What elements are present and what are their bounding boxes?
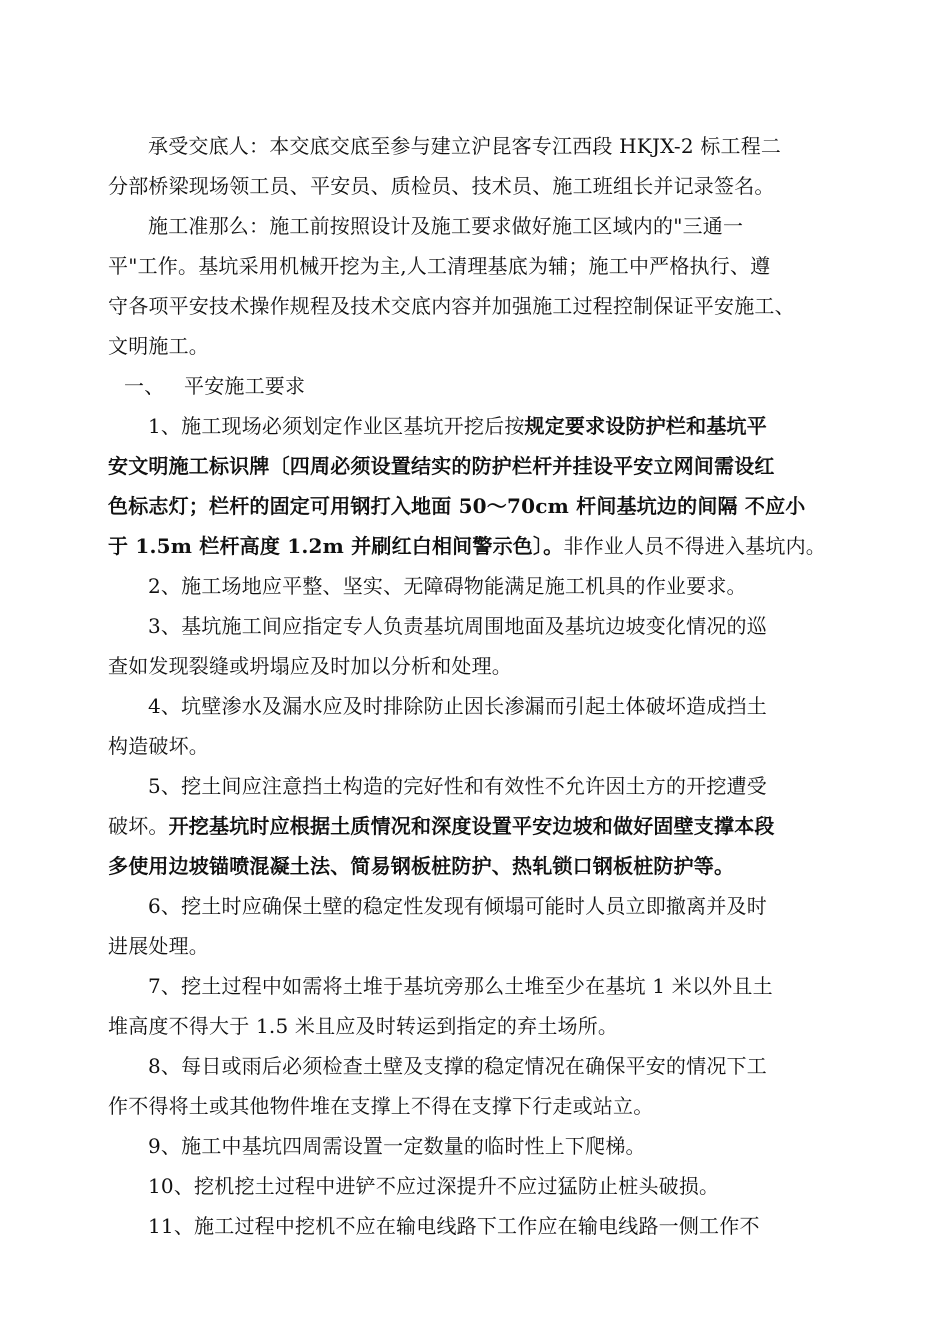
item-1-text-end: 非作业人员不得进入基坑内。 — [563, 534, 826, 558]
section-title: 平安施工要求 — [184, 374, 306, 398]
item-1-line-1 — [108, 406, 848, 446]
criteria-paragraph-line-3: 守各项平安技术操作规程及技术交底内容并加强施工过程控制保证平安施工、 — [108, 294, 795, 318]
item-1-line-2: 安文明施工标识牌〔四周必须设置结实的防护栏杆并挂设平安立网间需设红 — [108, 454, 775, 478]
item-5-line-3: 多使用边坡锚喷混凝土法、简易钢板桩防护、热轧锁口钢板桩防护等。 — [108, 854, 735, 878]
item-5-text: 破坏。 — [108, 814, 169, 838]
criteria-paragraph-line-1: 施工准那么：施工前按照设计及施工要求做好施工区域内的"三通一 — [148, 214, 744, 238]
item-4-line-1: 4、坑壁渗水及漏水应及时排除防止因长渗漏而引起土体破坏造成挡土 — [148, 694, 767, 718]
item-1-emphasis: 规定要求设防护栏和基坑平 — [524, 414, 767, 438]
item-1-line-3: 色标志灯；栏杆的固定可用钢打入地面 50～70cm 杆间基坑边的间隔 不应小 — [108, 494, 806, 518]
item-6-line-1: 6、挖土时应确保土壁的稳定性发现有倾塌可能时人员立即撤离并及时 — [148, 894, 767, 918]
item-1-text: 1、施工现场必须划定作业区基坑开挖后按 — [148, 414, 525, 438]
item-10-line-1: 10、挖机挖土过程中进铲不应过深提升不应过猛防止桩头破损。 — [148, 1174, 720, 1198]
item-6-line-2: 进展处理。 — [108, 934, 209, 958]
receiver-paragraph-line-2: 分部桥梁现场领工员、平安员、质检员、技术员、施工班组长并记录签名。 — [108, 174, 775, 198]
item-4-line-2: 构造破坏。 — [108, 734, 209, 758]
criteria-paragraph-line-2: 平"工作。基坑采用机械开挖为主,人工清理基底为辅；施工中严格执行、遵 — [108, 254, 771, 278]
item-11-line-1: 11、施工过程中挖机不应在输电线路下工作应在输电线路一侧工作不 — [148, 1214, 760, 1238]
item-8-line-2: 作不得将土或其他物件堆在支撑上不得在支撑下行走或站立。 — [108, 1094, 654, 1118]
item-2-line-1: 2、施工场地应平整、坚实、无障碍物能满足施工机具的作业要求。 — [148, 574, 747, 598]
item-8-line-1: 8、每日或雨后必须检查土壁及支撑的稳定情况在确保平安的情况下工 — [148, 1054, 767, 1078]
item-5-line-1: 5、挖土间应注意挡土构造的完好性和有效性不允许因土方的开挖遭受 — [148, 774, 767, 798]
section-heading — [108, 366, 848, 406]
item-5-emphasis: 开挖基坑时应根据土质情况和深度设置平安边坡和做好固壁支撑本段 — [168, 814, 775, 838]
item-7-line-2: 堆高度不得大于 1.5 米且应及时转运到指定的弃土场所。 — [108, 1014, 619, 1038]
item-3-line-2: 查如发现裂缝或坍塌应及时加以分析和处理。 — [108, 654, 512, 678]
item-5-line-2 — [108, 806, 848, 846]
item-1-line-4 — [108, 526, 848, 566]
document-body — [108, 126, 848, 1246]
item-7-line-1: 7、挖土过程中如需将土堆于基坑旁那么土堆至少在基坑 1 米以外且土 — [148, 974, 773, 998]
item-9-line-1: 9、施工中基坑四周需设置一定数量的临时性上下爬梯。 — [148, 1134, 646, 1158]
criteria-paragraph-line-4: 文明施工。 — [108, 334, 209, 358]
item-1-emphasis-end: 于 1.5m 栏杆高度 1.2m 并刷红白相间警示色〕。 — [108, 534, 564, 558]
section-number: 一、 — [124, 374, 165, 398]
receiver-paragraph-line-1: 承受交底人：本交底交底至参与建立沪昆客专江西段 HKJX-2 标工程二 — [148, 134, 782, 158]
item-3-line-1: 3、基坑施工间应指定专人负责基坑周围地面及基坑边坡变化情况的巡 — [148, 614, 767, 638]
